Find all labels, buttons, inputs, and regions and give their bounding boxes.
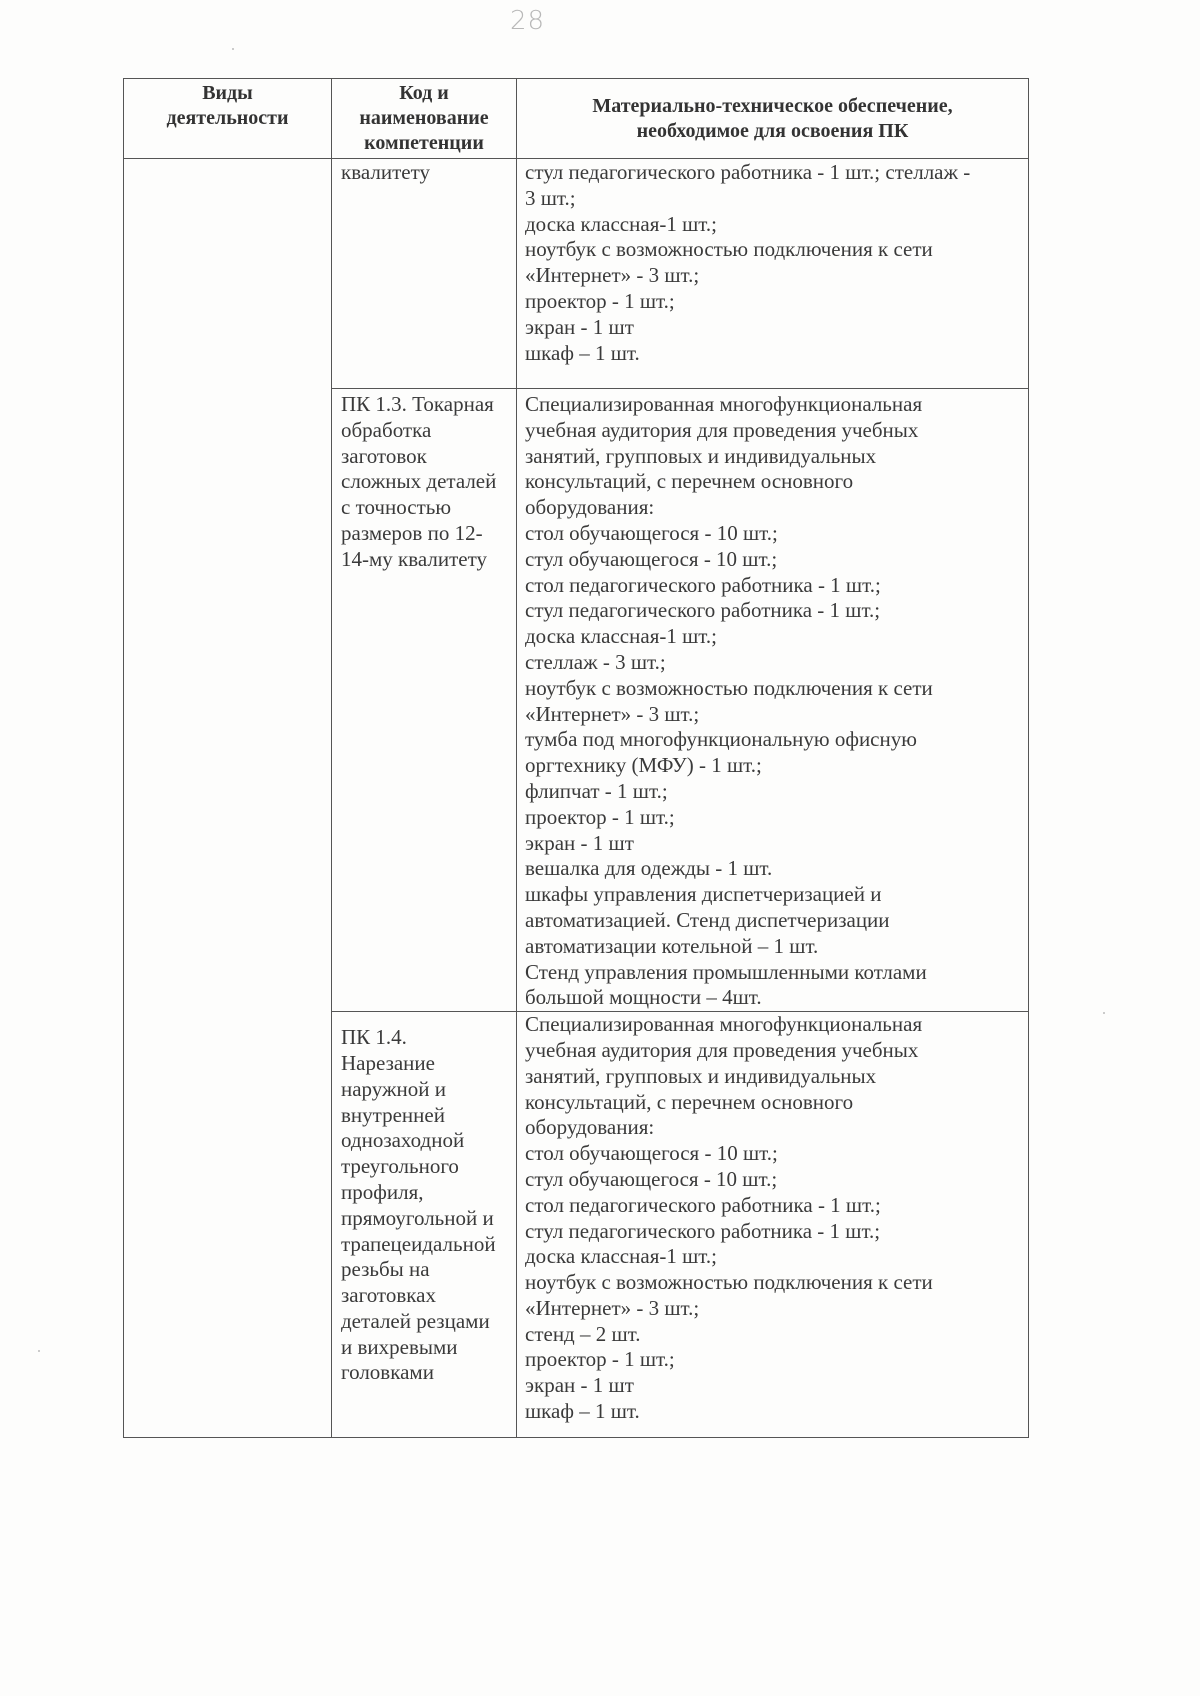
header-line: компетенции [364, 132, 484, 154]
table-header-row [124, 79, 1029, 159]
equipment-cell [517, 159, 1029, 389]
cell-line: учебная аудитория для проведения учебных [525, 417, 919, 442]
cell-line: внутренней [341, 1102, 445, 1127]
cell-line: ПК 1.3. Токарная [341, 392, 494, 416]
cell-line: Нарезание [341, 1050, 435, 1075]
header-line: наименование [359, 107, 489, 129]
scan-speck [1103, 1012, 1105, 1014]
cell-line: стол педагогического работника - 1 шт.; [525, 572, 881, 597]
cell-line: 14-му квалитету [341, 546, 487, 571]
competence-cell [332, 389, 517, 1012]
cell-line: прямоугольной и [341, 1205, 494, 1230]
cell-line: доска классная-1 шт.; [525, 211, 717, 236]
cell-line: ноутбук с возможностью подключения к сети [525, 1270, 933, 1295]
competence-cell [332, 1012, 517, 1438]
cell-line: размеров по 12- [341, 520, 483, 545]
cell-line: однозаходной [341, 1128, 465, 1153]
cell-line: Стенд управления промышленными котлами [525, 959, 927, 984]
cell-line: проектор - 1 шт.; [525, 1347, 675, 1372]
header-line: Код и [399, 82, 449, 104]
cell-line: стул педагогического работника - 1 шт.; стеллаж - [525, 160, 971, 184]
scan-speck [38, 1350, 40, 1352]
cell-line: консультаций, с перечнем основного [525, 469, 854, 494]
cell-line: «Интернет» - 3 шт.; [525, 263, 700, 288]
cell-line: автоматизацией. Стенд диспетчеризации [525, 907, 890, 932]
cell-line: деталей резцами [341, 1308, 490, 1333]
equipment-table [123, 78, 1029, 1438]
cell-line: Специализированная многофункциональная [525, 392, 923, 416]
scan-speck [232, 48, 234, 50]
cell-line: флипчат - 1 шт.; [525, 778, 668, 803]
activity-cell [124, 159, 332, 1438]
cell-line: стеллаж - 3 шт.; [525, 649, 666, 674]
cell-line: профиля, [341, 1179, 424, 1204]
cell-line: оборудования: [525, 1115, 655, 1140]
cell-line: 3 шт.; [525, 185, 576, 210]
cell-line: с точностью [341, 495, 452, 520]
cell-line: головками [341, 1360, 434, 1385]
cell-line: заготовок [341, 443, 427, 468]
cell-line: занятий, групповых и индивидуальных [525, 443, 877, 468]
cell-line: стул педагогического работника - 1 шт.; [525, 1218, 881, 1243]
cell-line: Специализированная многофункциональная [525, 1012, 923, 1037]
cell-line: наружной и [341, 1076, 446, 1101]
competence-cell [332, 159, 517, 389]
cell-line: и вихревыми [341, 1334, 458, 1359]
cell-line: ноутбук с возможностью подключения к сети [525, 675, 933, 700]
cell-line: консультаций, с перечнем основного [525, 1089, 854, 1114]
cell-line: заготовках [341, 1283, 436, 1308]
cell-line: стул обучающегося - 10 шт.; [525, 546, 778, 571]
header-line: необходимое для освоения ПК [636, 119, 909, 142]
equipment-cell [517, 389, 1029, 1012]
cell-line: экран - 1 шт [525, 1373, 634, 1398]
header-competence-code [332, 79, 517, 159]
cell-line: тумба под многофункциональную офисную [525, 727, 917, 752]
handwritten-page-number: 28 [510, 6, 546, 36]
cell-line: стол обучающегося - 10 шт.; [525, 520, 778, 545]
cell-line: доска классная-1 шт.; [525, 624, 717, 649]
cell-line: ноутбук с возможностью подключения к сети [525, 237, 933, 262]
cell-line: стол обучающегося - 10 шт.; [525, 1141, 778, 1166]
cell-line: квалитету [341, 160, 430, 184]
cell-line: экран - 1 шт [525, 314, 634, 339]
cell-line: автоматизации котельной – 1 шт. [525, 933, 819, 958]
header-line: Материально-техническое обеспечение, [592, 94, 953, 117]
cell-line: резьбы на [341, 1257, 430, 1282]
cell-line: большой мощности – 4шт. [525, 985, 762, 1010]
cell-line: обработка [341, 417, 432, 442]
cell-line: проектор - 1 шт.; [525, 804, 675, 829]
cell-line: шкаф – 1 шт. [525, 340, 640, 365]
cell-line: экран - 1 шт [525, 830, 634, 855]
header-line: Виды [202, 82, 253, 104]
cell-line: стенд – 2 шт. [525, 1321, 641, 1346]
cell-line: трапецеидальной [341, 1231, 496, 1256]
cell-line: сложных деталей [341, 469, 497, 494]
equipment-cell [517, 1012, 1029, 1438]
cell-line: треугольного [341, 1154, 459, 1179]
header-equipment [517, 79, 1029, 159]
cell-line: проектор - 1 шт.; [525, 288, 675, 313]
cell-line: занятий, групповых и индивидуальных [525, 1063, 877, 1088]
cell-line: оборудования: [525, 495, 655, 520]
cell-line: «Интернет» - 3 шт.; [525, 1295, 700, 1320]
header-line: деятельности [166, 107, 289, 129]
cell-line: стул обучающегося - 10 шт.; [525, 1166, 778, 1191]
header-activity-type [124, 79, 332, 159]
cell-line: стул педагогического работника - 1 шт.; [525, 598, 881, 623]
cell-line: оргтехнику (МФУ) - 1 шт.; [525, 753, 762, 778]
cell-line: «Интернет» - 3 шт.; [525, 701, 700, 726]
cell-line: доска классная-1 шт.; [525, 1244, 717, 1269]
table-row [124, 159, 1029, 389]
cell-line: учебная аудитория для проведения учебных [525, 1037, 919, 1062]
cell-line: ПК 1.4. [341, 1025, 407, 1050]
cell-line: вешалка для одежды - 1 шт. [525, 856, 773, 881]
cell-line: шкафы управления диспетчеризацией и [525, 882, 882, 907]
cell-line: стол педагогического работника - 1 шт.; [525, 1192, 881, 1217]
cell-line: шкаф – 1 шт. [525, 1399, 640, 1424]
